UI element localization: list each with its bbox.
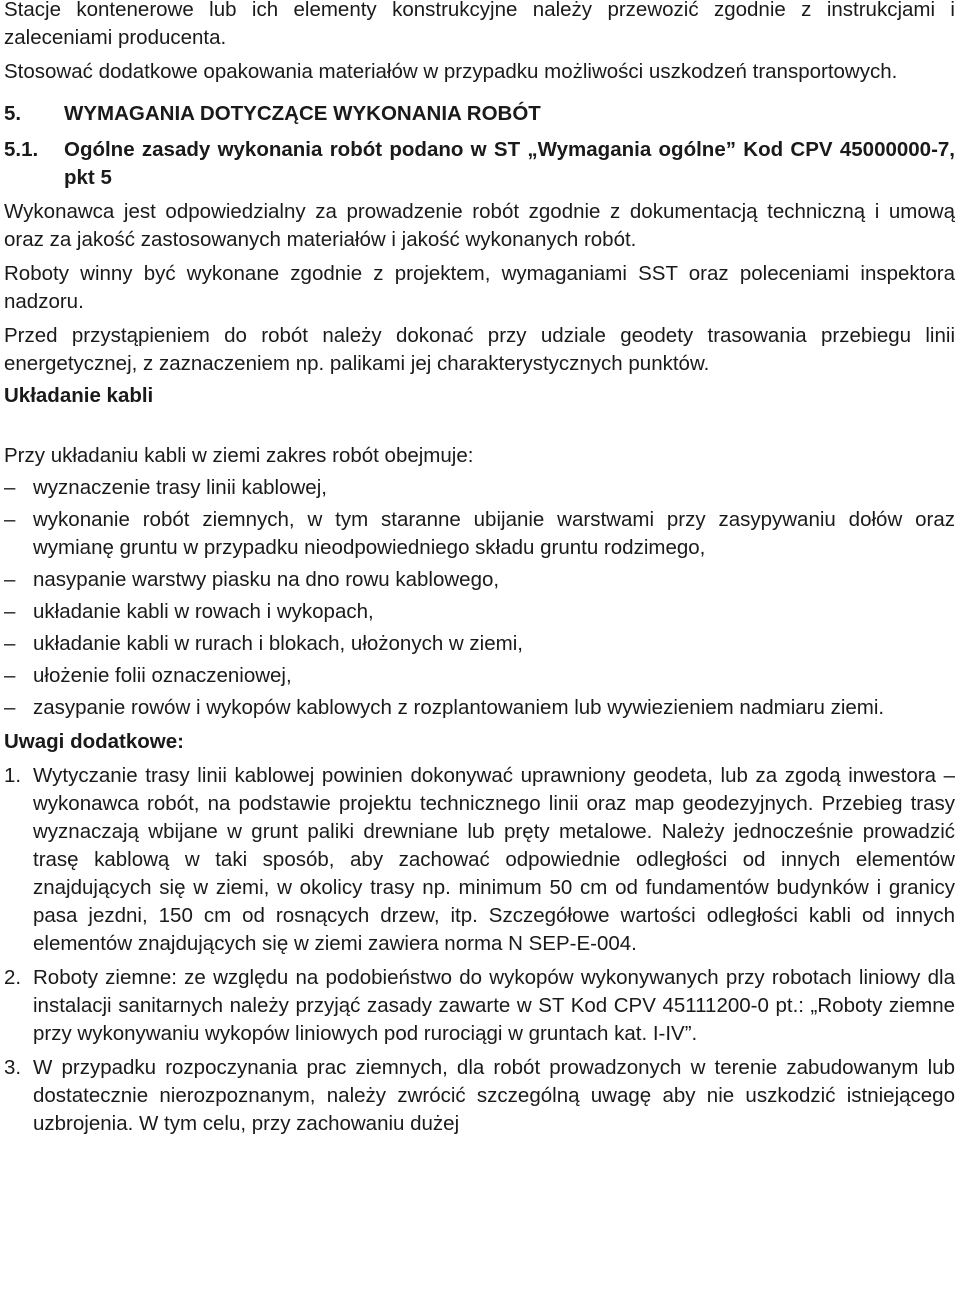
works-compliance-paragraph: Roboty winny być wykonane zgodnie z projektem, wymaganiami SST oraz poleceniami inspektora nadzoru. xyxy=(4,262,955,313)
list-item-text: wykonanie robót ziemnych, w tym staranne ubijanie warstwami przy zasypywaniu dołów oraz wymianę gruntu w przypadku nieodpowiedniego składu gruntu rodzimego, xyxy=(33,508,955,559)
remarks-list xyxy=(4,762,955,1138)
remark-number: 1. xyxy=(4,764,22,787)
list-item-text: układanie kabli w rurach i blokach, ułożonych w ziemi, xyxy=(33,632,523,655)
list-item-text: nasypanie warstwy piasku na dno rowu kablowego, xyxy=(33,568,500,591)
list-item-text: zasypanie rowów i wykopów kablowych z rozplantowaniem lub wywiezieniem nadmiaru ziemi. xyxy=(33,696,885,719)
remark-number: 2. xyxy=(4,966,22,989)
cable-laying-intro: Przy układaniu kabli w ziemi zakres robót obejmuje: xyxy=(4,444,474,467)
contractor-responsibility-paragraph: Wykonawca jest odpowiedzialny za prowadzenie robót zgodnie z dokumentacją techniczną i umową oraz za jakość zastosowanych materiałów i jakość wykonanych robót. xyxy=(4,200,955,251)
list-item xyxy=(4,506,955,562)
dash-marker: – xyxy=(4,632,16,655)
dash-marker: – xyxy=(4,664,16,687)
section-5-title: WYMAGANIA DOTYCZĄCE WYKONANIA ROBÓT xyxy=(64,102,541,125)
remark-number: 3. xyxy=(4,1056,22,1079)
document-page xyxy=(4,0,955,1138)
list-item xyxy=(4,566,955,594)
section-5-heading xyxy=(4,100,955,128)
dash-marker: – xyxy=(4,696,16,719)
intro-paragraph-packaging: Stosować dodatkowe opakowania materiałów w przypadku możliwości uszkodzeń transportowych. xyxy=(4,60,898,83)
remarks-heading: Uwagi dodatkowe: xyxy=(4,730,184,753)
list-item xyxy=(4,630,955,658)
dash-marker: – xyxy=(4,600,16,623)
remark-text: Roboty ziemne: ze względu na podobieństwo do wykopów wykonywanych przy robotach liniowy dla instalacji sanitarnych należy przyjąć zasady zawarte w ST Kod CPV 45111200-0 pt.: „Roboty ziemne przy wykonywaniu wykopów liniowych pod rurociągi w gruntach kat. I-IV”. xyxy=(33,966,955,1045)
dash-marker: – xyxy=(4,568,16,591)
intro-paragraph-transport: Stacje kontenerowe lub ich elementy konstrukcyjne należy przewozić zgodnie z instrukcjami i zaleceniami producenta. xyxy=(4,0,955,49)
list-item-text: układanie kabli w rowach i wykopach, xyxy=(33,600,374,623)
list-item xyxy=(4,598,955,626)
remark-text: Wytyczanie trasy linii kablowej powinien dokonywać uprawniony geodeta, lub za zgodą inwestora – wykonawca robót, na podstawie projektu technicznego linii oraz map geodezyjnych. Przebieg trasy wyznaczają wbijane w grunt paliki drewniane lub pręty metalowe. Należy jednocześnie prowadzić trasę kablową w taki sposób, aby zachować odpowiednie odległości od innych elementów znajdujących się w ziemi, w okolicy trasy np. minimum 50 cm od fundamentów budynków i granicy pasa jezdni, 150 cm od rosnących drzew, itp. Szczegółowe wartości odległości kabli od innych elementów znajdujących się w ziemi zawiera norma N SEP-E-004. xyxy=(33,764,955,955)
list-item xyxy=(4,474,955,502)
list-item xyxy=(4,662,955,690)
section-5-1-title: Ogólne zasady wykonania robót podano w ST „Wymagania ogólne” Kod CPV 45000000-7, pkt 5 xyxy=(64,138,955,189)
dash-marker: – xyxy=(4,476,16,499)
section-5-1-number: 5.1. xyxy=(4,138,39,161)
cable-scope-list xyxy=(4,474,955,722)
list-item-text: ułożenie folii oznaczeniowej, xyxy=(33,664,292,687)
remark-item xyxy=(4,762,955,958)
section-5-1-heading xyxy=(4,136,955,192)
remark-item xyxy=(4,1054,955,1138)
remark-text: W przypadku rozpoczynania prac ziemnych, dla robót prowadzonych w terenie zabudowanym lub dostatecznie nierozpoznanym, należy zwrócić szczególną uwagę aby nie uszkodzić istniejącego uzbrojenia. W tym celu, przy zachowaniu dużej xyxy=(33,1056,955,1135)
remark-item xyxy=(4,964,955,1048)
surveying-paragraph: Przed przystąpieniem do robót należy dokonać przy udziale geodety trasowania przebiegu linii energetycznej, z zaznaczeniem np. palikami jej charakterystycznych punktów. xyxy=(4,324,955,375)
list-item xyxy=(4,694,955,722)
dash-marker: – xyxy=(4,508,16,531)
section-5-number: 5. xyxy=(4,102,22,125)
cable-laying-heading: Układanie kabli xyxy=(4,384,154,407)
list-item-text: wyznaczenie trasy linii kablowej, xyxy=(33,476,327,499)
